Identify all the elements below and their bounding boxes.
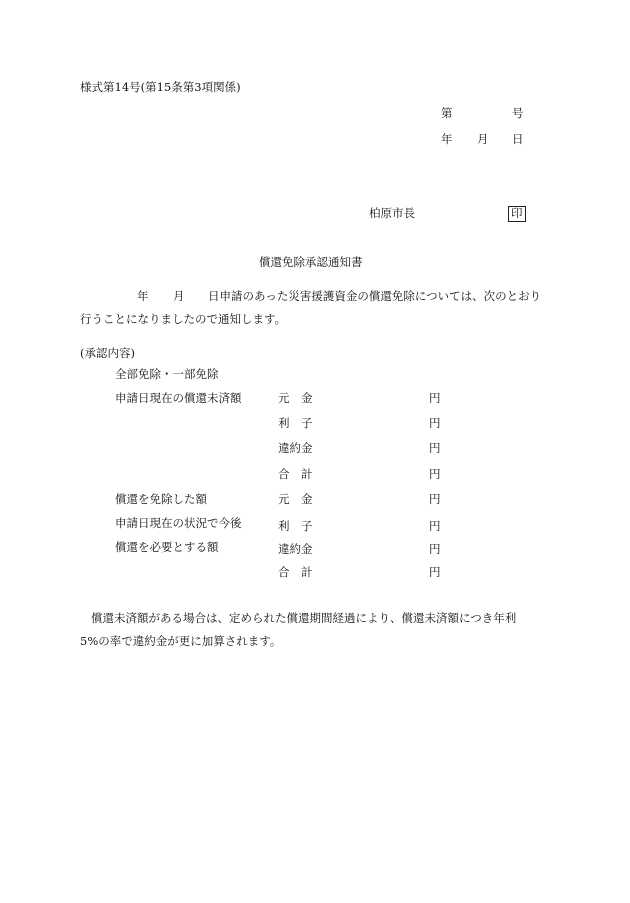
- section-remaining-label-line2: 償還を必要とする額: [115, 540, 219, 554]
- yen-unit: 円: [429, 519, 441, 533]
- yen-unit: 円: [429, 416, 441, 430]
- intro-line2: 行うことになりましたので通知します。: [80, 312, 287, 326]
- item-penalty: 違約金: [278, 542, 313, 556]
- issuer-name: 柏原市長: [369, 206, 415, 220]
- intro-year: 年: [137, 289, 149, 303]
- intro-month: 月: [173, 289, 185, 303]
- document-number-suffix: 号: [512, 106, 524, 120]
- yen-unit: 円: [429, 391, 441, 405]
- intro-line1: 日申請のあった災害援護資金の償還免除については、次のとおり: [208, 289, 542, 303]
- document-number-prefix: 第: [441, 106, 453, 120]
- yen-unit: 円: [429, 441, 441, 455]
- note-line2: 5%の率で違約金が更に加算されます。: [80, 634, 282, 648]
- item-interest: 利 子: [278, 416, 313, 430]
- item-penalty: 違約金: [278, 441, 313, 455]
- form-number-label: 様式第14号(第15条第3項関係): [80, 80, 241, 94]
- contents-heading: (承認内容): [80, 346, 135, 360]
- item-total: 合 計: [278, 467, 313, 481]
- yen-unit: 円: [429, 565, 441, 579]
- note-line1: 償還未済額がある場合は、定められた償還期間経過により、償還未済額につき年利: [91, 611, 517, 625]
- yen-unit: 円: [429, 492, 441, 506]
- section-exempted-label: 償還を免除した額: [115, 492, 207, 506]
- document-title: 償還免除承認通知書: [259, 255, 363, 269]
- seal-mark: 印: [508, 206, 526, 222]
- item-total: 合 計: [278, 565, 313, 579]
- yen-unit: 円: [429, 542, 441, 556]
- item-interest: 利 子: [278, 519, 313, 533]
- section-outstanding-label: 申請日現在の償還未済額: [115, 391, 242, 405]
- date-month: 月: [477, 132, 489, 146]
- item-principal: 元 金: [278, 391, 313, 405]
- date-year: 年: [441, 132, 453, 146]
- date-day: 日: [512, 132, 524, 146]
- exemption-type: 全部免除・一部免除: [115, 367, 219, 381]
- section-remaining-label-line1: 申請日現在の状況で今後: [115, 516, 242, 530]
- yen-unit: 円: [429, 467, 441, 481]
- item-principal: 元 金: [278, 492, 313, 506]
